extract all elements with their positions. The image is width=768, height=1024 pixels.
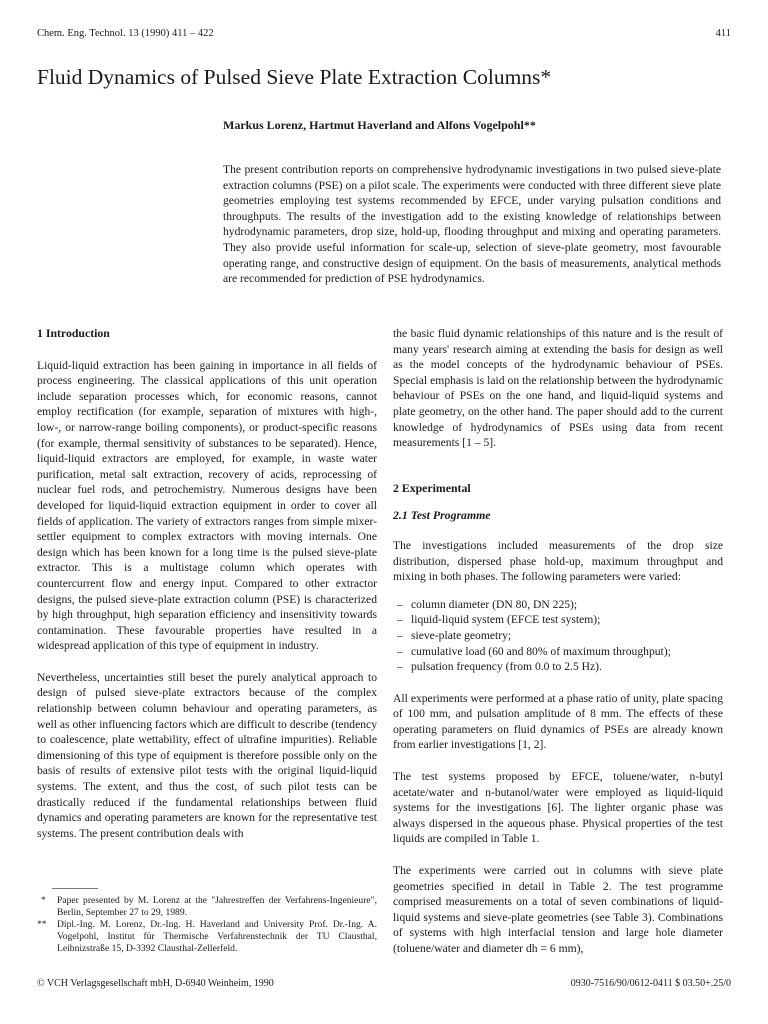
intro-paragraph-1: Liquid-liquid extraction has been gaining in importance in all fields of process engineering. The classical applications of this unit operation include separation processes which, for economic reasons, cannot employ rectification (for example, separation of mixtures with high-, low-, or narrow-range boiling components), or product-specific reasons (for example, thermal sensitivity of substances to be separated). Hence, liquid-liquid extractors are employed, for example, in waste water purification, metal salt extraction, recovery of acids, reprocessing of nuclear fuel rods, and petrochemistry. Numerous designs have been developed for liquid-liquid extraction equipment in order to cover all fields of application. The variety of extractors ranges from simple mixer-settler equipment to complex extractors with moving internals. One design which has been known for a long time is the pulsed sieve-plate extractor. This is a multistage column which operates with countercurrent flow and energy input. Compared to other extractor designs, the pulsed sieve-plate extraction column (PSE) is characterized by high throughput, high separation efficiency and insensitivity towards contamination. These favourable properties have resulted in a widespread application of this type of equipment in industry.	[37, 358, 377, 653]
experimental-paragraph-2: All experiments were performed at a phase ratio of unity, plate spacing of 100 mm, and pulsation amplitude of 8 mm. The effects of these operating parameters on fluid dynamics of PSEs are already known from earlier investigations [1, 2].	[393, 691, 723, 752]
footnote-divider	[52, 888, 98, 889]
section-heading-experimental: 2 Experimental	[393, 480, 471, 495]
page-number: 411	[715, 28, 731, 39]
section-heading-introduction: 1 Introduction	[37, 326, 110, 340]
article-authors: Markus Lorenz, Hartmut Haverland and Alfons Vogelpohl**	[223, 118, 536, 132]
parameter-list-item: – cumulative load (60 and 80% of maximum throughput);	[397, 644, 723, 660]
subsection-heading-test-programme: 2.1 Test Programme	[393, 508, 491, 523]
footnote-mark: *	[41, 895, 46, 906]
running-header	[37, 28, 731, 42]
parameter-list	[393, 597, 723, 675]
footnote-mark: **	[37, 919, 47, 930]
experimental-paragraph-1: The investigations included measurements of the drop size distribution, dispersed phase hold-up, maximum throughput and mixing in both phases. The following parameters were varied:	[393, 538, 723, 584]
footnotes	[37, 895, 377, 955]
journal-citation: Chem. Eng. Technol. 13 (1990) 411 – 422	[37, 28, 214, 39]
left-column	[37, 326, 377, 841]
intro-paragraph-3: the basic fluid dynamic relationships of this nature and is the result of many years' research aiming at extending the basis for design as well as the model concepts of the hydrodynamic behaviour of PSEs. Special emphasis is laid on the relationship between the hydrodynamic behaviour of PSEs on the one hand, and liquid-liquid systems and plate geometry, on the other hand. The paper should add to the current knowledge of hydrodynamics of PSEs using data from recent measurements [1 – 5].	[393, 327, 723, 450]
experimental-paragraph-4: The experiments were carried out in columns with sieve plate geometries specified in detail in Table 2. The test programme comprised measurements on a total of seven combinations of liquid-liquid systems and sieve-plate geometries (see Table 3). Combinations of systems with high interfacial tension and large hole diameter (toluene/water and diameter dh = 6 mm),	[393, 864, 723, 955]
parameter-list-item: – column diameter (DN 80, DN 225);	[397, 597, 723, 613]
footnote-text: Dipl.-Ing. M. Lorenz, Dr.-Ing. H. Haverland and University Prof. Dr.-Ing. A. Vogelpohl, Institut für Thermische Verfahrenstechnik der TU Clausthal, Leibnizstraße 15, D-3392 Clausthal-Zellerfeld.	[57, 919, 377, 954]
footnote	[37, 919, 377, 955]
footnote	[37, 895, 377, 919]
parameter-list-item: – sieve-plate geometry;	[397, 628, 723, 644]
article-title: Fluid Dynamics of Pulsed Sieve Plate Extraction Columns*	[37, 65, 552, 89]
intro-paragraph-2: Nevertheless, uncertainties still beset the purely analytical approach to design of pulsed sieve-plate extractors because of the complex relationship between column behaviour and operating parameters, as well as other influencing factors which are difficult to describe (tendency to coalescence, plate wettability, effect of ultrafine impurities). Reliable dimensioning of this type of equipment is therefore possible only on the basis of results of extensive pilot tests with the original liquid-liquid systems. The extent, and thus the cost, of such pilot tests can be drastically reduced if the fundamental relationships between fluid dynamics and operating parameters are known for the representative test systems. The present contribution deals with	[37, 670, 377, 840]
abstract: The present contribution reports on comprehensive hydrodynamic investigations in two pulsed sieve-plate extraction columns (PSE) on a pilot scale. The experiments were conducted with three different sieve plate geometries employing test systems recommended by EFCE, under varying pulsation conditions and throughputs. The results of the investigation add to the existing knowledge of relationships between hydrodynamic parameters, drop size, hold-up, flooding throughput and mixing and operating parameters. They also provide useful information for scale-up, selection of sieve-plate geometry, most favourable operating range, and constructive design of equipment. On the basis of measurements, analytical methods are recommended for prediction of PSE hydrodynamics.	[223, 163, 721, 286]
parameter-list-item: – pulsation frequency (from 0.0 to 2.5 Hz).	[397, 659, 723, 675]
experimental-paragraph-3: The test systems proposed by EFCE, toluene/water, n-butyl acetate/water and n-butanol/water were employed as liquid-liquid systems for the investigations [6]. The lighter organic phase was always dispersed in the aqueous phase. Physical properties of the test liquids are compiled in Table 1.	[393, 770, 723, 846]
copyright-notice: © VCH Verlagsgesellschaft mbH, D-6940 Weinheim, 1990	[37, 978, 274, 989]
footnote-text: Paper presented by M. Lorenz at the "Jahrestreffen der Verfahrens-Ingenieure", Berlin, September 27 to 29, 1989.	[57, 895, 377, 918]
article-code: 0930-7516/90/0612-0411 $ 03.50+.25/0	[570, 978, 731, 989]
parameter-list-item: – liquid-liquid system (EFCE test system);	[397, 612, 723, 628]
right-column	[393, 326, 723, 957]
page-footer	[37, 978, 731, 992]
